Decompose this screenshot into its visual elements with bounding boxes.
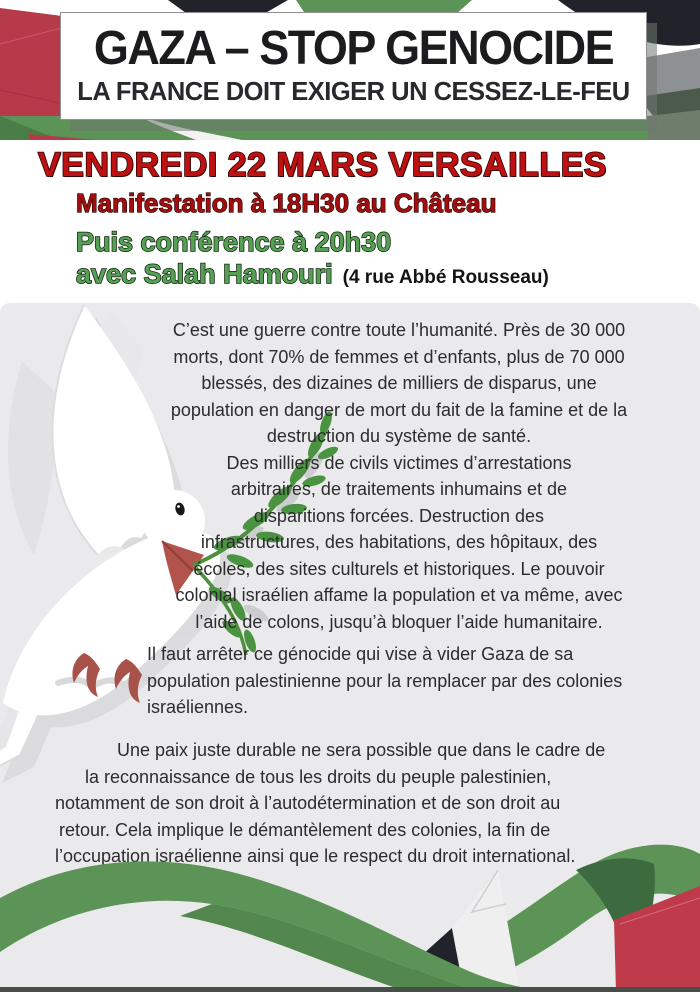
text-line: la reconnaissance de tous les droits du peuple palestinien, xyxy=(85,766,552,787)
text-line: C’est une guerre contre toute l’humanité. Près de 30 000 xyxy=(172,320,626,340)
text-line: l’aide de colons, jusqu’à bloquer l’aide humanitaire. xyxy=(195,611,603,632)
text-line: blessés, des dizaines de milliers de disparus, une xyxy=(201,373,597,393)
text-line: colonial israélien affame la population et va même, avec xyxy=(175,585,623,605)
headline-box xyxy=(60,12,647,120)
demonstration-line: Manifestation à 18H30 au Château xyxy=(76,188,497,218)
text-line: population palestinienne pour la remplacer par des colonies xyxy=(147,670,623,691)
text-line: notamment de son droit à l’autodétermination et de son droit au xyxy=(55,793,561,813)
poster-subtitle: LA FRANCE DOIT EXIGER UN CESSEZ-LE-FEU xyxy=(77,77,630,106)
text-line: morts, dont 70% de femmes et d’enfants, plus de 70 000 xyxy=(173,346,625,367)
conference-line: Puis conférence à 20h30 xyxy=(76,227,392,257)
text-line: disparitions forcées. Destruction des xyxy=(253,505,545,526)
event-date-line: VENDREDI 22 MARS VERSAILLES xyxy=(38,146,607,184)
text-line: population en danger de mort du fait de la famine et de la xyxy=(170,399,628,420)
paragraph-1 xyxy=(118,317,680,635)
event-details-section xyxy=(0,140,700,303)
text-line: l’occupation israélienne ainsi que le respect du droit international. xyxy=(55,846,576,866)
text-line: Une paix juste durable ne sera possible que dans le cadre de xyxy=(117,740,606,760)
text-line: arbitraires, de traitements inhumains et de xyxy=(230,479,568,499)
bottom-ribbon-flag-icon xyxy=(0,812,700,992)
text-line: Il faut arrêter ce génocide qui vise à vider Gaza de sa xyxy=(147,644,574,664)
body-panel xyxy=(0,303,700,992)
text-line: Des milliers de civils victimes d’arrestations xyxy=(226,452,572,473)
text-line: retour. Cela implique le démantèlement des colonies, la fin de xyxy=(59,819,551,840)
text-line: infrastructures, des habitations, des hôpitaux, des xyxy=(200,532,598,552)
poster-title: GAZA – STOP GENOCIDE xyxy=(93,19,614,76)
speaker-line: avec Salah Hamouri xyxy=(76,259,333,289)
text-line: écoles, des sites culturels et historiques. Le pouvoir xyxy=(193,558,605,579)
text-line: israéliennes. xyxy=(147,697,249,717)
text-line: destruction du système de santé. xyxy=(266,426,532,446)
address-text: (4 rue Abbé Rousseau) xyxy=(342,267,549,288)
speaker-row xyxy=(76,259,549,290)
paragraph-2 xyxy=(147,641,622,721)
